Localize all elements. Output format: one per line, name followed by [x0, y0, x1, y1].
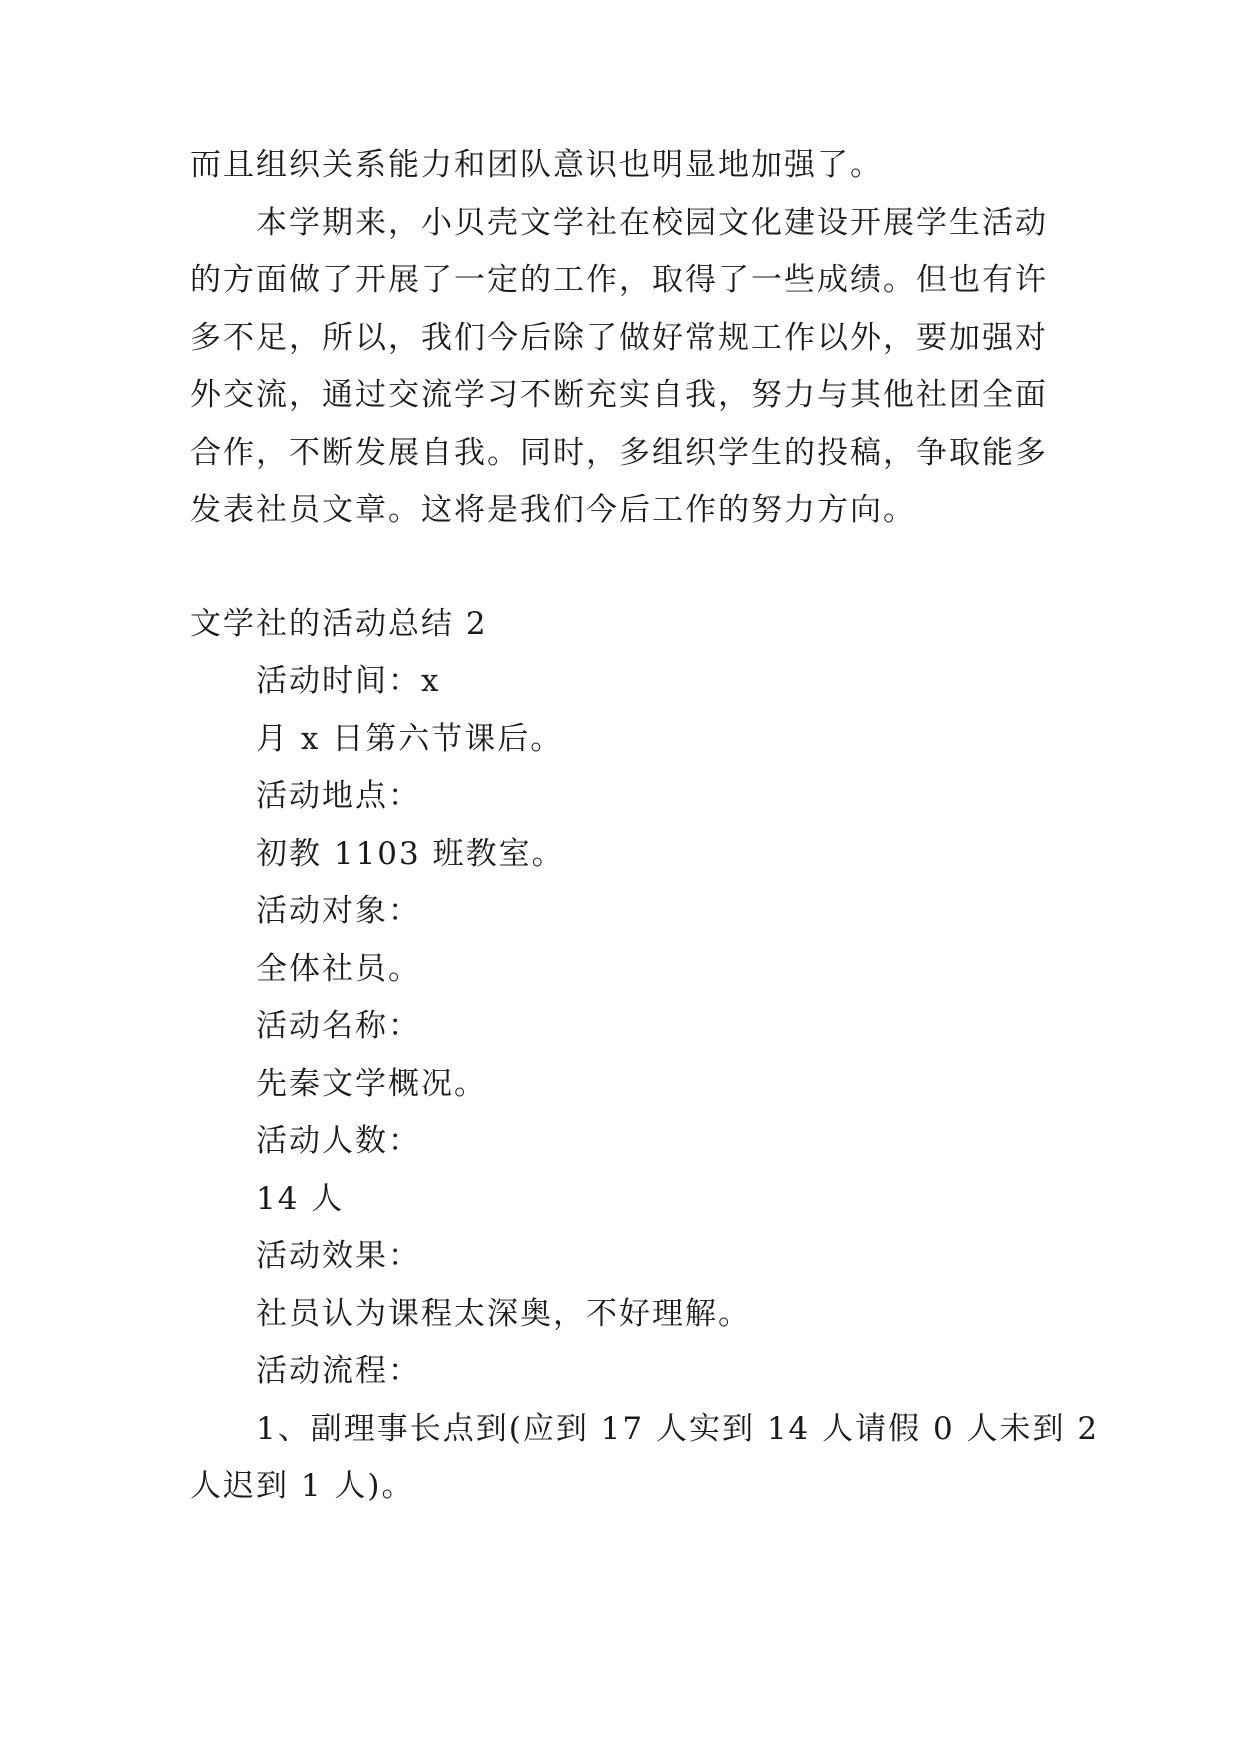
paragraph-2-line-4: 外交流，通过交流学习不断充实自我，努力与其他社团全面: [190, 377, 1048, 413]
activity-target-value: 全体社员。: [256, 951, 421, 987]
activity-name-value: 先秦文学概况。: [256, 1066, 487, 1102]
paragraph-2-line-1: 本学期来，小贝壳文学社在校园文化建设开展学生活动: [256, 205, 1048, 241]
paragraph-2-line-6: 发表社员文章。这将是我们今后工作的努力方向。: [190, 492, 916, 528]
paragraph-1-line-1: 而且组织关系能力和团队意识也明显地加强了。: [190, 147, 883, 183]
activity-place-value: 初教 1103 班教室。: [256, 836, 565, 872]
process-step-1-line-1: 1、副理事长点到(应到 17 人实到 14 人请假 0 人未到 2: [256, 1411, 1100, 1447]
section-title: 文学社的活动总结 2: [190, 606, 488, 642]
activity-place-label: 活动地点：: [256, 778, 421, 814]
activity-name-label: 活动名称：: [256, 1008, 421, 1044]
paragraph-2-line-2: 的方面做了开展了一定的工作，取得了一些成绩。但也有许: [190, 262, 1048, 298]
activity-time-value: 月 x 日第六节课后。: [256, 721, 564, 757]
process-step-1-line-2: 人迟到 1 人)。: [190, 1468, 415, 1504]
activity-time-label: 活动时间：x: [256, 663, 441, 699]
activity-count-value: 14 人: [256, 1181, 345, 1217]
paragraph-2-line-5: 合作，不断发展自我。同时，多组织学生的投稿，争取能多: [190, 435, 1048, 471]
activity-process-label: 活动流程：: [256, 1353, 421, 1389]
activity-effect-label: 活动效果：: [256, 1238, 421, 1274]
activity-effect-value: 社员认为课程太深奥，不好理解。: [256, 1296, 751, 1332]
activity-count-label: 活动人数：: [256, 1123, 421, 1159]
paragraph-2-line-3: 多不足，所以，我们今后除了做好常规工作以外，要加强对: [190, 320, 1048, 356]
activity-target-label: 活动对象：: [256, 893, 421, 929]
